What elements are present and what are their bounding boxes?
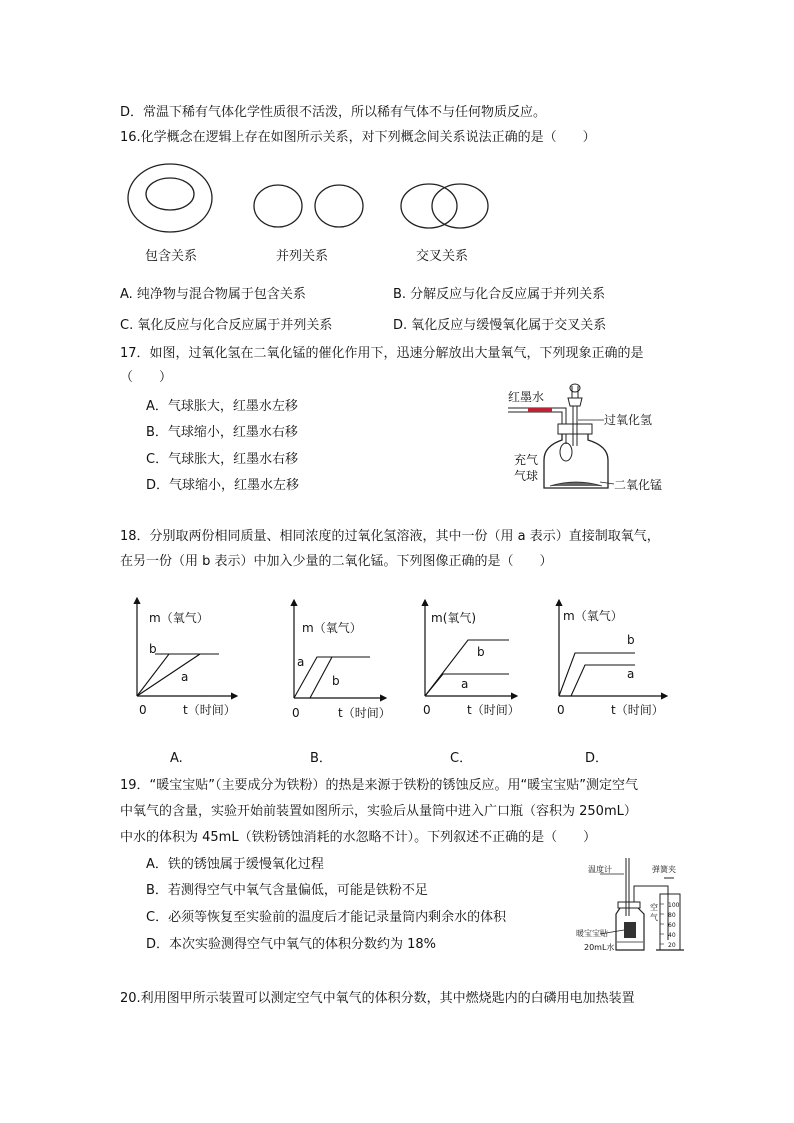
q18-graph-c: [413, 596, 543, 726]
label-warm-patch: 暖宝宝贴: [576, 929, 608, 938]
q18-choice-d: D．: [585, 751, 609, 766]
q19-option-d: D．本次实验测得空气中氧气的体积分数约为 18%: [146, 937, 437, 952]
graph-c-ylabel: m(氧气): [431, 611, 477, 625]
graph-b-label-a: a: [297, 655, 305, 669]
label-thermometer: 温度计: [588, 865, 612, 874]
graph-d-xlabel: t（时间）: [611, 703, 664, 717]
q17-option-b: B．气球缩小，红墨水右移: [146, 425, 298, 440]
graph-c-xlabel: t（时间）: [467, 703, 520, 717]
inclusion-circles-icon: [128, 164, 212, 232]
q18-graph-a: [125, 596, 255, 726]
q19-stem-line1: 19．“暖宝宝贴”（主要成分为铁粉）的热是来源于铁粉的锈蚀反应。用“暖宝宝贴”测定空气: [120, 778, 638, 793]
curve-a-line: [137, 654, 200, 696]
graph-b-label-b: b: [332, 674, 340, 688]
q16-relationship-diagram: [0, 160, 794, 280]
q19-option-c: C．必须等恢复至实验前的温度后才能记录量筒内剩余水的体积: [146, 910, 507, 925]
q19-apparatus-figure: [560, 850, 700, 960]
parallel-circles-icon: [254, 185, 363, 227]
q17-option-c: C．气球胀大，红墨水右移: [146, 452, 299, 467]
q18-choice-b: B．: [310, 751, 332, 766]
graph-d-label-b: b: [627, 633, 635, 647]
graph-d-label-a: a: [627, 667, 635, 681]
scale-40: 40: [668, 932, 676, 939]
q16-option-d: D. 氧化反应与缓慢氧化属于交叉关系: [393, 318, 607, 333]
q19-option-a: A．铁的锈蚀属于缓慢氧化过程: [146, 857, 324, 872]
q17-stem-line1: 17．如图，过氧化氢在二氧化锰的催化作用下，迅速分解放出大量氧气，下列现象正确的是: [120, 346, 644, 361]
scale-80: 80: [668, 912, 676, 919]
q19-stem-line2: 中氧气的含量，实验开始前装置如图所示，实验后从量筒中进入广口瓶（容积为 250mL）: [120, 804, 637, 819]
graph-d-origin: 0: [557, 703, 565, 717]
graph-a-label-a: a: [181, 670, 189, 684]
curve-a: [571, 665, 635, 696]
q20-stem: 20.利用图甲所示装置可以测定空气中氧气的体积分数，其中燃烧匙内的白磷用电加热装置: [120, 991, 635, 1006]
scale-20: 20: [668, 942, 676, 949]
q19-option-b: B．若测得空气中氧气含量偏低，可能是铁粉不足: [146, 883, 428, 898]
graph-a-origin: 0: [139, 703, 147, 717]
q19-stem-line3: 中水的体积为 45mL（铁粉锈蚀消耗的水忽略不计）。下列叙述不正确的是（ ）: [120, 830, 597, 845]
q18-stem-line2: 在另一份（用 b 表示）中加入少量的二氧化锰。下列图像正确的是（ ）: [120, 554, 553, 569]
label-air-2: 气: [650, 913, 658, 922]
q18-choice-c: C．: [450, 751, 473, 766]
label-parallel: 并列关系: [276, 249, 329, 264]
label-water: 20mL水: [584, 943, 615, 952]
curve-b: [559, 653, 635, 696]
graph-a-xlabel: t（时间）: [183, 703, 236, 717]
q17-stem-line2: （ ）: [120, 370, 173, 385]
q17-apparatus-figure: [500, 384, 663, 494]
graph-b-xlabel: t（时间）: [338, 706, 391, 720]
graph-b-ylabel: m（氧气）: [302, 621, 362, 635]
q16-option-b: B. 分解反应与化合反应属于并列关系: [393, 287, 606, 302]
label-hydrogen-peroxide: 过氧化氢: [604, 413, 653, 427]
label-balloon-line2: 气球: [514, 469, 539, 483]
graph-c-label-b: b: [477, 645, 485, 659]
q17-option-a: A．气球胀大，红墨水左移: [146, 399, 298, 414]
label-intersect: 交叉关系: [416, 249, 469, 264]
q18-graph-b: [282, 596, 412, 726]
q16-option-a: A. 纯净物与混合物属于包含关系: [120, 287, 306, 302]
graph-c-origin: 0: [423, 703, 431, 717]
scale-100: 100: [668, 902, 680, 909]
graph-a-label-b: b: [149, 642, 157, 656]
q15-option-d: D．常温下稀有气体化学性质很不活泼，所以稀有气体不与任何物质反应。: [120, 105, 547, 120]
q17-option-d: D．气球缩小，红墨水左移: [146, 478, 300, 493]
q16-option-c: C. 氧化反应与化合反应属于并列关系: [120, 318, 333, 333]
curve-b: [137, 654, 219, 696]
q18-stem-line1: 18．分别取两份相同质量、相同浓度的过氧化氢溶液，其中一份（用 a 表示）直接制取氧气，: [120, 529, 660, 544]
graph-d-ylabel: m（氧气）: [563, 609, 623, 623]
graph-a-ylabel: m（氧气）: [149, 611, 209, 625]
label-red-ink: 红墨水: [508, 390, 545, 404]
q16-stem: 16.化学概念在逻辑上存在如图所示关系，对下列概念间关系说法正确的是（ ）: [120, 130, 596, 145]
label-mno2: 二氧化锰: [614, 478, 663, 492]
red-ink-column: [528, 408, 552, 412]
graph-b-origin: 0: [292, 706, 300, 720]
label-spring-clamp: 弹簧夹: [652, 865, 676, 874]
label-air-1: 空: [650, 903, 658, 912]
scale-60: 60: [668, 922, 676, 929]
q18-choice-a: A.: [170, 751, 183, 766]
label-inclusion: 包含关系: [145, 249, 198, 264]
graph-c-label-a: a: [461, 677, 469, 691]
q18-graph-d: [547, 596, 687, 726]
curve-a: [137, 654, 219, 696]
intersect-circles-icon: [401, 184, 488, 228]
label-balloon-line1: 充气: [514, 453, 539, 467]
